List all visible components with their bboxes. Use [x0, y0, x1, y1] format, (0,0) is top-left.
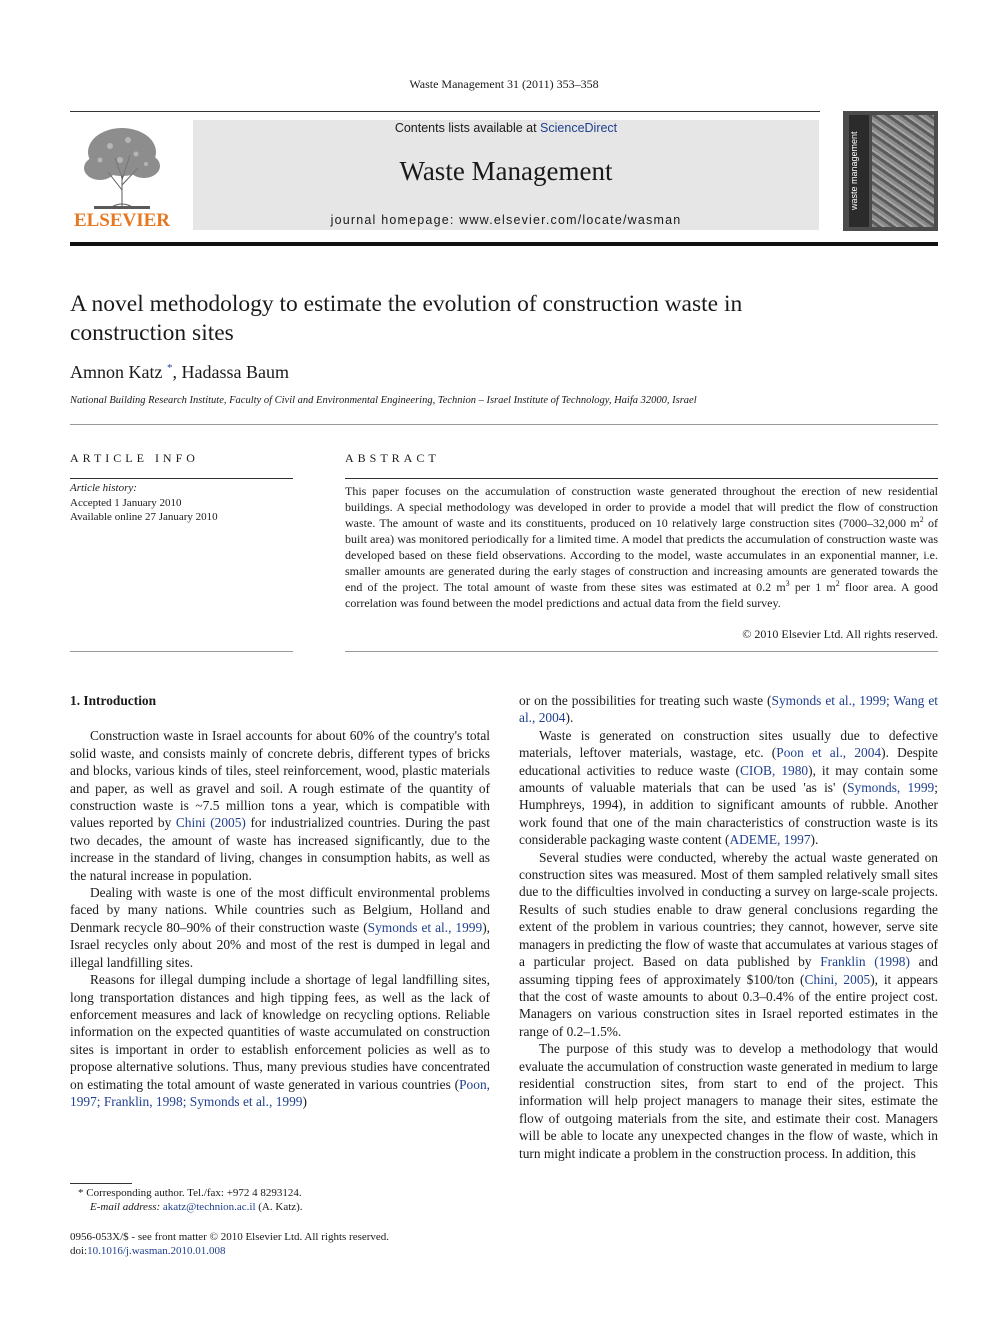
footnote-rule — [70, 1183, 132, 1184]
section-heading: 1. Introduction — [70, 693, 157, 708]
elsevier-wordmark: ELSEVIER — [73, 210, 171, 231]
copyright-notice: © 2010 Elsevier Ltd. All rights reserved. — [742, 627, 938, 641]
divider — [345, 651, 938, 652]
footnote-text: Corresponding author. Tel./fax: +972 4 8293124. — [86, 1187, 302, 1199]
corresponding-author-footnote — [78, 1187, 302, 1199]
email-suffix: (A. Katz). — [255, 1201, 303, 1213]
abstract-heading: ABSTRACT — [345, 451, 440, 465]
email-label: E-mail address: — [90, 1201, 161, 1213]
paragraph: The purpose of this study was to develop a methodology that would evaluate the accumulation of construction waste generated in medium to large residential construction sites, from start to end of the project. This information will help project managers to manage their sites, estimate the flow of outgoing materials from the site, and estimate their cost. Managers will be able to locate any unexpected changes in the flow of waste, which in turn might indicate a problem in the construction process. In addition, this — [519, 1041, 938, 1161]
issn-line: 0956-053X/$ - see front matter © 2010 Elsevier Ltd. All rights reserved. — [70, 1231, 390, 1243]
journal-citation: Waste Management 31 (2011) 353–358 — [409, 77, 599, 91]
text-run: Construction waste in Israel accounts for about 60% of the country's total solid waste, and consists mainly of concrete debris, different types of bricks and blocks, various kinds of tiles, steel reinforcement, wood, plastic materials and paper, as well as gravel and soil. A rough estimate of the quantity of construction waste is ~7.5 million tons a year, which is compatible with values reported by — [70, 728, 490, 831]
author-name[interactable]: Hadassa Baum — [181, 362, 289, 382]
body-column-right — [519, 692, 938, 1162]
text-run: Dealing with waste is one of the most difficult environmental problems faced by many nations. While countries such as Belgium, Holland and Denmark recycle 80–90% of their construction waste ( — [70, 885, 490, 935]
paragraph — [519, 692, 938, 727]
superscript: 2 — [835, 579, 840, 588]
text-run: and assuming tipping fees of approximately $100/ton ( — [519, 954, 938, 987]
text-run: ) — [302, 1093, 307, 1109]
citation-link[interactable]: ADEME, 1997 — [729, 832, 811, 848]
sciencedirect-link[interactable]: ScienceDirect — [540, 121, 618, 135]
text-run: Waste is generated on construction sites usually due to defective materials, leftover materials, wastage, etc. ( — [519, 727, 938, 761]
cover-title: waste management — [849, 131, 859, 211]
author-name[interactable]: Amnon Katz — [70, 362, 163, 382]
paragraph — [519, 727, 938, 849]
citation-link[interactable]: CIOB, 1980 — [740, 762, 809, 778]
text-run: or on the possibilities for treating such waste ( — [519, 693, 772, 708]
contents-prefix: Contents lists available at — [394, 121, 541, 135]
article-history-label: Article history: — [70, 482, 137, 494]
abstract-segment: This paper focuses on the accumulation of construction waste generated throughout the erection of new residential buildings. A special methodology was developed in order to provide a model that will predict the flow of construction waste. The amount of waste and its constituents, produced on 10 relatively large construction sites (7000–32,000 m — [345, 484, 938, 530]
superscript: 2 — [919, 515, 924, 524]
corresponding-author-mark[interactable]: * — [166, 362, 173, 374]
text-run: for industrialized countries. During the past two decades, the amount of waste has increased significantly, due to the increase in the standard of living, changes in consumption habits, as well as the natural increase in population. — [70, 815, 490, 883]
journal-homepage[interactable]: journal homepage: www.elsevier.com/locate/wasman — [330, 213, 682, 227]
citation-link[interactable]: Poon et al., 2004 — [776, 745, 882, 761]
body-column-left — [70, 692, 490, 1110]
contents-line — [193, 121, 819, 135]
abstract-segment: floor area. A good correlation was found between the model predictions and actual data from the field survey. — [345, 580, 938, 610]
cover-art — [872, 115, 934, 227]
citation-link[interactable]: Chini (2005) — [175, 815, 246, 831]
top-rule — [70, 111, 820, 112]
divider — [70, 424, 938, 425]
citation-link[interactable]: Franklin (1998) — [820, 954, 910, 970]
email-footnote — [90, 1201, 303, 1213]
text-run: ), Israel recycles only about 20% and most of the rest is dumped in legal and illegal landfilling sites. — [70, 919, 491, 970]
email-link[interactable]: akatz@technion.ac.il — [162, 1201, 256, 1213]
author-list — [70, 362, 289, 383]
text-run: Reasons for illegal dumping include a shortage of legal landfilling sites, long transportation distances and high tipping fees, as well as the lack of enforcement measures and lack of knowledge on recycling options. Reliable information on the expected quantities of waste accumulated on construction sites is important in order to establish enforcement policies as well as to propose alternative solutions. Thus, many previous studies have concentrated on estimating the total amount of waste generated in various countries ( — [70, 972, 490, 1092]
accepted-date: Accepted 1 January 2010 — [70, 497, 182, 509]
online-date: Available online 27 January 2010 — [70, 511, 218, 523]
text-run: ; Humphreys, 1994), in addition to significant amounts of rubble. Another work found that one of the main characteristics of construction waste is its considerable packaging waste content ( — [519, 780, 938, 848]
text-run: ). Despite educational activities to reduce waste ( — [519, 745, 938, 778]
divider — [70, 651, 293, 652]
citation-link[interactable]: Chini, 2005 — [804, 971, 871, 987]
text-run: ). — [810, 832, 819, 848]
doi-label: doi: — [70, 1245, 88, 1257]
abstract-segment: of built area) was monitored periodically for a limited time. A model that predicts the accumulation of construction waste was developed based on these field observations. According to the model, waste accumulates in an exponential manner, i.e. smaller amounts are generated during the early stages of construction and increasing amounts are generated towards the end of the project. The total amount of waste from these sites was estimated at 0.2 m — [345, 516, 938, 594]
article-info-heading: ARTICLE INFO — [70, 451, 199, 465]
paragraph — [519, 849, 938, 1040]
header-thick-rule — [70, 242, 938, 246]
citation-link[interactable]: Symonds, 1999 — [847, 780, 935, 796]
citation-link[interactable]: Symonds et al., 1999 — [367, 919, 483, 935]
footnote-mark: * — [78, 1187, 84, 1199]
doi-line — [70, 1245, 226, 1257]
superscript: 3 — [785, 579, 790, 588]
journal-name: Waste Management — [399, 156, 613, 186]
doi-link[interactable]: 10.1016/j.wasman.2010.01.008 — [87, 1245, 226, 1257]
paragraph — [70, 971, 490, 1110]
abstract-segment: per 1 m — [789, 580, 836, 594]
article-title: A novel methodology to estimate the evolution of construction waste in construction sites — [70, 291, 743, 346]
divider — [70, 478, 293, 479]
paragraph — [70, 884, 490, 971]
text-run: ), it appears that the cost of waste amounts to about 0.3–0.4% of the entire project cost. Managers on various construction sites in Israel reported estimates in the range of 0.2–1.5%. — [519, 971, 938, 1039]
text-run: Several studies were conducted, whereby the actual waste generated on construction sites was measured. Most of them sampled relatively small sites due to the difficulties involved in conducting a survey on large-scale projects. Results of such studies enable to draw general conclusions regarding the extent of the problem in various countries; they cannot, however, serve site managers in predicting the flow of waste that accumulates at various stages of a particular project. Based on data published by — [519, 849, 938, 970]
citation-link[interactable]: Poon, 1997; Franklin, 1998; Symonds et al., 1999 — [70, 1076, 490, 1109]
abstract-text — [345, 483, 938, 611]
text-run: ), it may contain some amounts of valuable materials that can be used 'as is' ( — [519, 762, 938, 796]
paragraph — [70, 727, 490, 884]
citation-link[interactable]: Symonds et al., 1999; Wang et al., 2004 — [519, 693, 938, 726]
author-affiliation: National Building Research Institute, Faculty of Civil and Environmental Engineering, Technion – Israel Institute of Technology, Haifa 32000, Israel — [70, 395, 697, 406]
divider — [345, 478, 938, 479]
text-run: ). — [565, 710, 574, 726]
author-separator: , — [172, 362, 182, 382]
